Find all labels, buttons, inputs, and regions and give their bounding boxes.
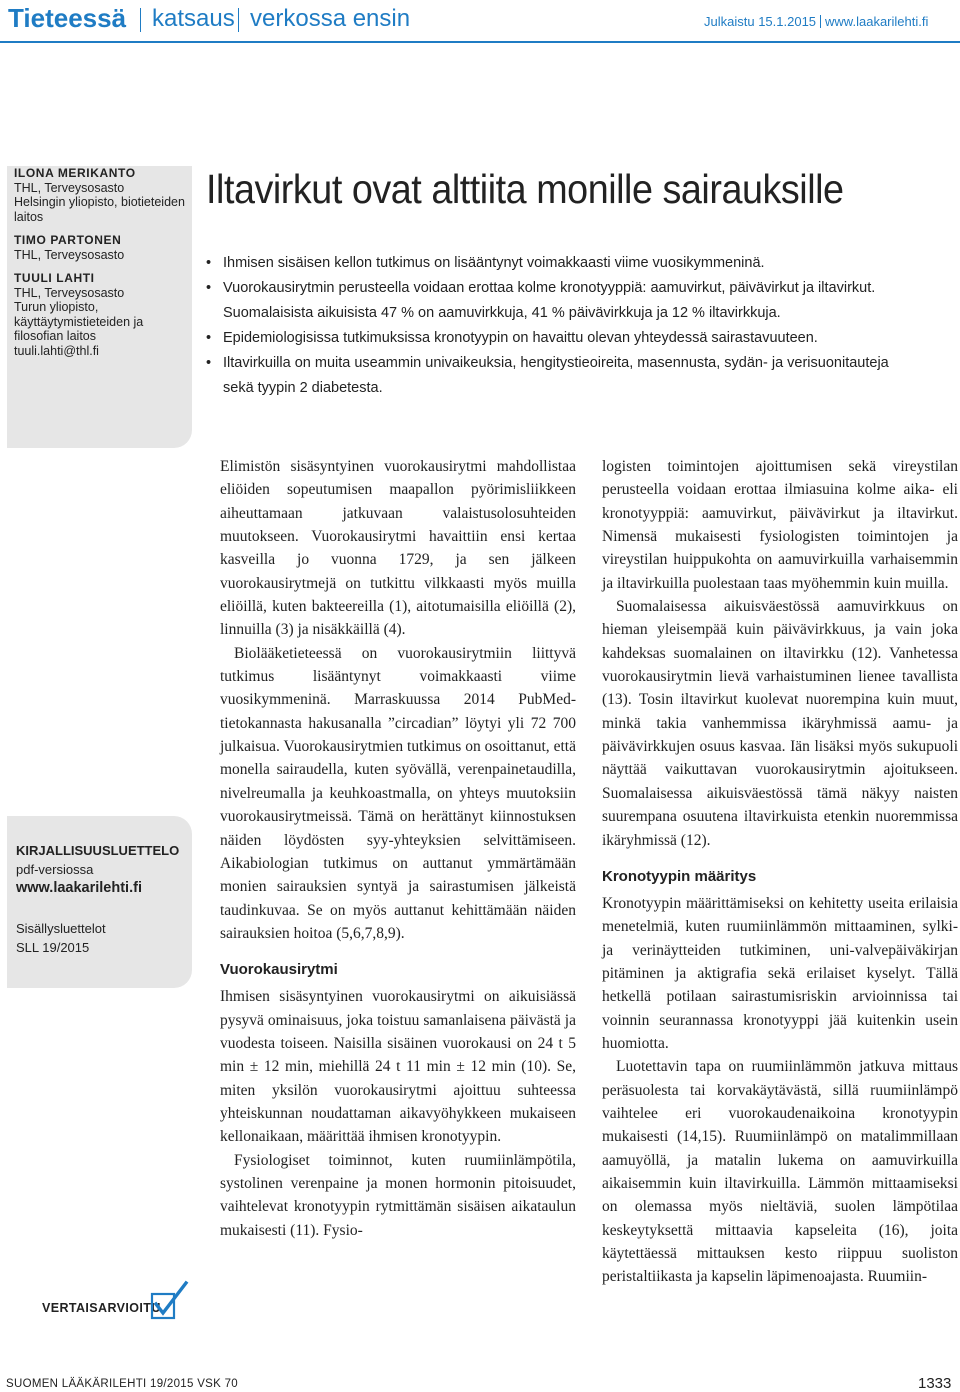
page-header (0, 0, 960, 38)
author-affiliation: Turun yliopisto, käyttäytymistieteiden ja filosofian laitos (14, 300, 144, 343)
key-point-continuation: Suomalaisista aikuisista 47 % on aamuvirkkuja, 41 % päivävirkkuja ja 12 % iltavirkkuja. (223, 305, 781, 321)
author-affiliation: Helsingin yliopisto, biotieteiden laitos (14, 195, 185, 224)
header-separator (238, 8, 239, 32)
section-heading: Vuorokausirytmi (220, 961, 338, 979)
key-point: • Epidemiologisissa tutkimuksissa kronotyypin on havaittu olevan yhteydessä sairastavuuteen. (206, 326, 946, 351)
publication-info (704, 14, 928, 29)
header-separator (140, 8, 141, 32)
body-paragraph: Suomalaisessa aikuisväestössä aamuvirkkuus on hieman yleisempää kuin päivävirkkuus, ja vain joka kahdeksas suomalainen on iltavirkku (12). Vanhetessa vuorokausirytmin lievä varhaistuminen lienee tavallista (13). Tosin iltavirkut kuolevat nuorempina kuin muut, minkä takia vanhemmissa ikäryhmissä aamu- ja päivävirkkujen osuus kasvaa. Iän lisäksi myös sukupuoli näyttää vaikuttavan vuorokausirytmin ajoitukseen. Suomalaisessa aikuisväestössä tämä näkyy naisten suurempana osuutena iltavirkuista etenkin nuoremmissa ikäryhmissä (12). (602, 598, 958, 849)
header-separator (820, 15, 821, 28)
key-point-continuation: sekä tyypin 2 diabetesta. (223, 380, 383, 396)
body-paragraph: Ihmisen sisäsyntyinen vuorokausirytmi on aikuisiässä pysyvä ominaisuus, joka toistuu samanlaisena päivästä ja vuodesta toiseen. Naisilla sisäinen vuorokausi on 24 t 5 min ± 12 min, miehillä 24 t 11 min ± 12 min (10). Se, miten yksilön vuorokausirytmi ajoittuu suhteessa yhteiskunnan noudattaman aikavyöhykkeen mukaiseen kellonaikaan, määrittää ihmisen kronotyypin. (220, 988, 576, 1146)
body-paragraph: Kronotyypin määrittämiseksi on kehitetty useita erilaisia menetelmiä, kuten ruumiinlämmön mittaaminen, sylki- ja verinäytteiden tutkiminen, uni-valvepäiväkirjan pitäminen ja aktigrafia sekä erilaiset kyselyt. Tällä hetkellä potilaan sairastumisriskin arvioinnissa tai voinnin seurannassa kronotyyppi jää kuitenkin usein huomiotta. (602, 894, 958, 1052)
journal-brand: Tieteessä (8, 3, 127, 33)
body-paragraph: Elimistön sisäsyntyinen vuorokausirytmi mahdollistaa eliöiden sopeutumisen maapallon pyörimisliikkeen aiheuttamaan jatkuvaan valaistusolosuhteiden muutokseen. Vuorokausirytmi havaittiin ensi kertaa kasveilla jo vuonna 1729, ja sen jälkeen vuorokausirytmejä on tutkittu vilkkaasti myös muilla eliöillä, kuten bakteereilla (1), aitotumaisilla eliöillä (2), linnuilla (3) ja nisäkkäillä (4). (220, 458, 576, 639)
body-paragraph: Luotettavin tapa on ruumiinlämmön jatkuva mittaus peräsuolesta tai korvakäytävästä, sillä ruumiinlämpö vaihtelee eri vuorokaudenaikoina kronotyypin mukaisesti (14,15). Ruumiinlämpö on matalimmillaan aamuyöllä, ja matalin lukema on aamuvirkuilla aikaisemmin kuin iltavirkuilla. Lämmön mittaamiseksi on olemassa myös nieltäviä, suolen lämpötilaa keskeytyksettä mittaavia kapseleita (16), joita käytettäessä mittauksen kesto riippuu suoliston peristaltiikasta ja kapselin läpimenoajasta. Ruumiin- (602, 1058, 958, 1286)
toc-label: Sisällysluettelot (16, 921, 106, 936)
key-point: • Vuorokausirytmin perusteella voidaan erottaa kolme kronotyyppiä: aamuvirkut, päivävirkut ja iltavirkut. (206, 276, 946, 301)
body-paragraph: Biolääketieteessä on vuorokausirytmiin liittyvä tutkimus lisääntynyt voimakkaasti viime vuosikymmeninä. Marraskuussa 2014 PubMed-tietokannasta hakusanalla ”circadian” löytyi yli 72 700 julkaisua. Vuorokausirytmien tutkimus on osoittanut, että monella sairaudella, kuten syövällä, verenpainetaudilla, nivelreumalla ja keuhkoastmalla, on yhteys muutoksiin vuorokausirytmeissä. Tämä on herättänyt kiinnostuksen näiden löydösten syy-yhteyksien selvittämiseen. Aikabiologian tutkimus on auttanut ymmärtämään monien sairauksien syntyä ja sairastumisen jälkeistä taudinkuvaa. Se on myös auttanut kehittämään näiden sairauksien hoitoa (5,6,7,8,9). (220, 644, 576, 942)
pdf-version-label: pdf-versiossa (16, 862, 94, 877)
body-paragraph: logisten toimintojen ajoittumisen sekä vireystilan perusteella voidaan erottaa ilmiasuina kolme aika- eli kronotyyppiä: aamuvirkut, päivävirkut ja iltavirkut. Nimensä mukaisesti fysiologisten toimintojen ja vireystilan huippukohta on aamuvirkuilla varhaisemmin ja iltavirkuilla puolestaan taas myöhemmin kuin muilla. (602, 458, 958, 592)
header-rule (0, 41, 960, 43)
author-block (14, 166, 189, 224)
references-box (7, 816, 192, 988)
footer-journal: SUOMEN LÄÄKÄRILEHTI 19/2015 VSK 70 (6, 1378, 238, 1390)
peer-reviewed-label: VERTAISARVIOITU (42, 1301, 161, 1315)
author-block (14, 271, 189, 358)
author-name: TUULI LAHTI (14, 271, 95, 285)
author-block (14, 233, 189, 262)
header-section-katsaus: katsaus (152, 5, 235, 32)
published-date: Julkaistu 15.1.2015 (704, 14, 817, 29)
website-link[interactable]: www.laakarilehti.fi (825, 14, 929, 29)
header-section-online-first: verkossa ensin (250, 5, 411, 32)
issue-label: SLL 19/2015 (16, 940, 90, 955)
author-affiliation: THL, Terveysosasto (14, 285, 125, 300)
author-affiliation: THL, Terveysosasto (14, 180, 125, 195)
author-email[interactable]: tuuli.lahti@thl.fi (14, 343, 99, 358)
author-name: ILONA MERIKANTO (14, 166, 136, 180)
key-point: • Iltavirkuilla on muita useammin univaikeuksia, hengitystieoireita, masennusta, sydän- ja verisuonitauteja (206, 351, 946, 376)
peer-reviewed-check-icon (150, 1280, 190, 1322)
body-column-1 (220, 455, 576, 1242)
author-box (7, 166, 192, 448)
page-number: 1333 (918, 1375, 952, 1392)
website-link[interactable]: www.laakarilehti.fi (16, 880, 142, 896)
author-name: TIMO PARTONEN (14, 233, 122, 247)
key-points (206, 251, 946, 401)
body-column-2 (602, 455, 958, 1289)
article-title: Iltavirkut ovat alttiita monille sairauksille (206, 166, 844, 212)
section-heading: Kronotyypin määritys (602, 867, 757, 885)
author-affiliation: THL, Terveysosasto (14, 247, 125, 262)
references-label: KIRJALLISUUSLUETTELO (16, 843, 180, 858)
body-paragraph: Fysiologiset toiminnot, kuten ruumiinlämpötila, systolinen verenpaine ja monen hormonin pitoisuudet, vaihtelevat kronotyypin rytmittämän sisäisen aikataulun mukaisesti (11). Fysio- (220, 1151, 576, 1239)
key-point: • Ihmisen sisäisen kellon tutkimus on lisääntynyt voimakkaasti viime vuosikymmeninä. (206, 251, 946, 276)
